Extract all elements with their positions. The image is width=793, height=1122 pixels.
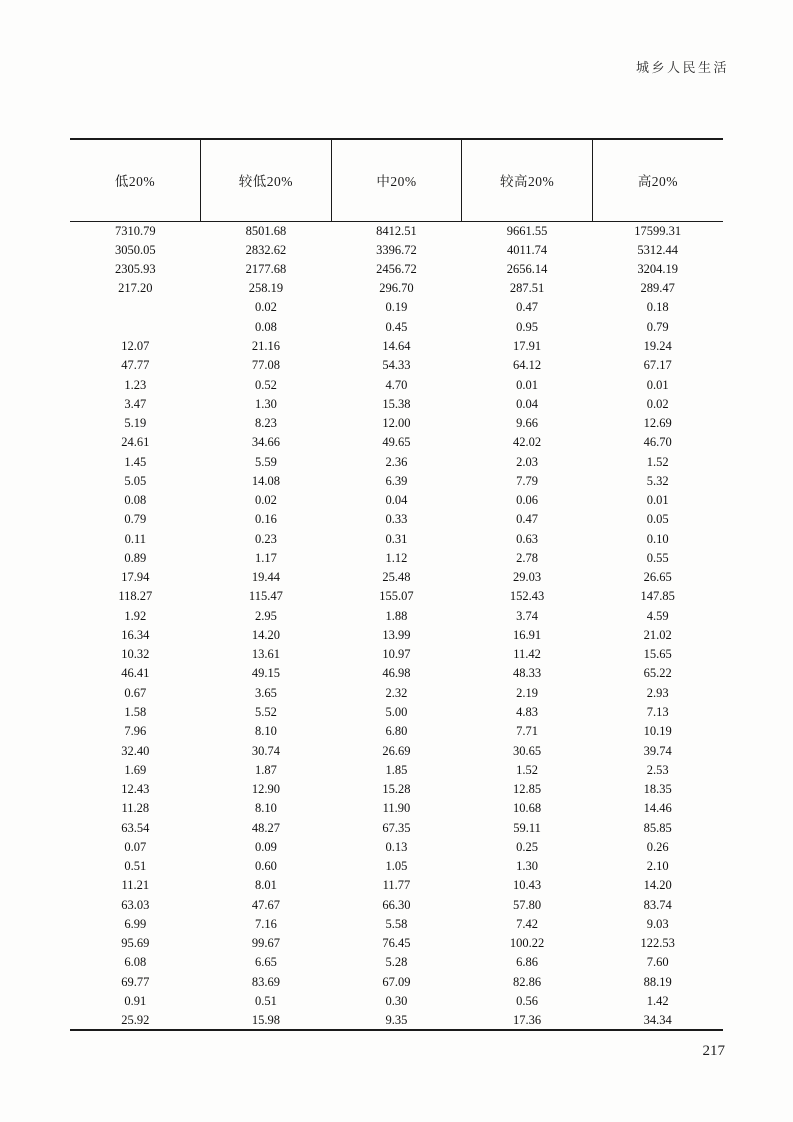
cell: 0.19 bbox=[385, 300, 408, 315]
cell: 83.74 bbox=[643, 897, 672, 912]
cell: 15.98 bbox=[251, 1012, 280, 1027]
cell: 18.35 bbox=[643, 782, 672, 797]
cell: 17599.31 bbox=[634, 223, 682, 238]
table-row bbox=[70, 703, 723, 722]
cell: 69.77 bbox=[121, 974, 150, 989]
cell: 0.13 bbox=[385, 839, 408, 854]
cell: 100.22 bbox=[509, 936, 545, 951]
cell: 29.03 bbox=[513, 570, 542, 585]
table-row bbox=[70, 491, 723, 510]
table-row bbox=[70, 895, 723, 914]
cell: 99.67 bbox=[251, 936, 280, 951]
table-row bbox=[70, 760, 723, 779]
cell: 0.79 bbox=[646, 319, 669, 334]
cell: 2.03 bbox=[516, 454, 539, 469]
cell: 0.52 bbox=[254, 377, 277, 392]
cell: 5.32 bbox=[646, 473, 669, 488]
page-number: 217 bbox=[702, 1043, 725, 1059]
cell: 17.91 bbox=[513, 338, 542, 353]
cell: 21.02 bbox=[643, 627, 672, 642]
table-row bbox=[70, 298, 723, 317]
cell: 12.90 bbox=[251, 782, 280, 797]
cell: 11.21 bbox=[121, 878, 150, 893]
table-row bbox=[70, 626, 723, 645]
cell: 3.65 bbox=[254, 685, 277, 700]
table-row bbox=[70, 992, 723, 1011]
cell: 2.78 bbox=[516, 550, 539, 565]
column-header-2: 中20% bbox=[331, 139, 462, 221]
cell: 7.16 bbox=[254, 916, 277, 931]
cell: 8.01 bbox=[254, 878, 277, 893]
table-row bbox=[70, 279, 723, 298]
cell: 8412.51 bbox=[376, 223, 417, 238]
cell: 14.64 bbox=[382, 338, 411, 353]
cell: 11.90 bbox=[382, 801, 411, 816]
cell: 10.68 bbox=[513, 801, 542, 816]
table-header-row bbox=[70, 139, 723, 221]
cell: 296.70 bbox=[379, 281, 414, 296]
table-row bbox=[70, 953, 723, 972]
table-row bbox=[70, 722, 723, 741]
cell: 10.43 bbox=[513, 878, 542, 893]
cell: 17.36 bbox=[513, 1012, 542, 1027]
cell: 67.35 bbox=[382, 820, 411, 835]
column-header-3: 较高20% bbox=[462, 139, 593, 221]
cell: 30.74 bbox=[251, 743, 280, 758]
cell: 7.96 bbox=[124, 724, 147, 739]
cell: 2.19 bbox=[516, 685, 539, 700]
table-row bbox=[70, 471, 723, 490]
cell: 15.65 bbox=[643, 647, 672, 662]
cell: 7.79 bbox=[516, 473, 539, 488]
cell: 0.51 bbox=[254, 994, 277, 1008]
cell: 1.30 bbox=[516, 859, 539, 874]
table-row bbox=[70, 433, 723, 452]
cell: 2177.68 bbox=[245, 261, 287, 276]
cell: 8.10 bbox=[254, 801, 277, 816]
cell: 1.23 bbox=[124, 377, 147, 392]
cell: 0.56 bbox=[516, 994, 539, 1008]
cell: 65.22 bbox=[643, 666, 672, 681]
cell: 1.42 bbox=[646, 994, 669, 1008]
cell: 1.88 bbox=[385, 608, 408, 623]
cell: 57.80 bbox=[513, 897, 542, 912]
cell: 1.69 bbox=[124, 762, 147, 777]
cell: 0.04 bbox=[516, 396, 539, 411]
cell: 47.77 bbox=[121, 358, 150, 373]
cell: 0.11 bbox=[124, 531, 146, 546]
cell: 25.92 bbox=[121, 1012, 150, 1027]
cell: 67.17 bbox=[643, 358, 672, 373]
cell: 2.93 bbox=[646, 685, 669, 700]
cell: 0.04 bbox=[385, 493, 408, 508]
cell: 0.01 bbox=[646, 493, 669, 508]
cell: 63.54 bbox=[121, 820, 150, 835]
table-header bbox=[70, 139, 723, 221]
cell: 5.59 bbox=[254, 454, 277, 469]
cell: 115.47 bbox=[248, 589, 283, 604]
cell: 1.52 bbox=[516, 762, 539, 777]
cell: 66.30 bbox=[382, 897, 411, 912]
cell: 0.25 bbox=[516, 839, 539, 854]
cell: 7.13 bbox=[646, 705, 669, 720]
cell: 48.33 bbox=[513, 666, 542, 681]
cell: 7310.79 bbox=[114, 223, 156, 238]
cell: 0.18 bbox=[646, 300, 669, 315]
table-row bbox=[70, 394, 723, 413]
table-row bbox=[70, 934, 723, 953]
cell: 0.91 bbox=[124, 994, 147, 1008]
cell: 2.10 bbox=[646, 859, 669, 874]
cell: 46.41 bbox=[121, 666, 150, 681]
cell: 6.86 bbox=[516, 955, 539, 970]
table-row bbox=[70, 664, 723, 683]
cell: 289.47 bbox=[640, 281, 675, 296]
cell: 10.32 bbox=[121, 647, 150, 662]
cell: 9.35 bbox=[385, 1012, 408, 1027]
cell: 32.40 bbox=[121, 743, 150, 758]
table-row bbox=[70, 529, 723, 548]
cell: 11.77 bbox=[382, 878, 411, 893]
cell: 3204.19 bbox=[637, 261, 678, 276]
running-header: 城乡人民生活 bbox=[635, 60, 729, 75]
table-row bbox=[70, 683, 723, 702]
cell: 30.65 bbox=[513, 743, 542, 758]
cell: 10.19 bbox=[643, 724, 672, 739]
cell: 0.01 bbox=[646, 377, 669, 392]
cell: 2.95 bbox=[254, 608, 277, 623]
cell: 5.52 bbox=[254, 705, 277, 720]
cell: 2656.14 bbox=[506, 261, 548, 276]
table-row bbox=[70, 857, 723, 876]
cell: 5.05 bbox=[124, 473, 147, 488]
cell: 46.98 bbox=[382, 666, 411, 681]
cell: 118.27 bbox=[118, 589, 153, 604]
table-row bbox=[70, 510, 723, 529]
table-row bbox=[70, 972, 723, 991]
cell: 12.85 bbox=[513, 782, 542, 797]
cell: 48.27 bbox=[251, 820, 280, 835]
table-row bbox=[70, 414, 723, 433]
table-row bbox=[70, 645, 723, 664]
cell: 6.39 bbox=[385, 473, 408, 488]
cell: 88.19 bbox=[643, 974, 672, 989]
cell: 12.69 bbox=[643, 416, 672, 431]
table-row bbox=[70, 1011, 723, 1030]
cell: 39.74 bbox=[643, 743, 672, 758]
cell: 1.92 bbox=[124, 608, 147, 623]
cell: 1.85 bbox=[385, 762, 408, 777]
cell: 3.47 bbox=[124, 396, 147, 411]
cell: 0.16 bbox=[254, 512, 277, 527]
cell: 49.65 bbox=[382, 435, 411, 450]
cell: 83.69 bbox=[251, 974, 280, 989]
cell: 77.08 bbox=[251, 358, 280, 373]
cell: 0.02 bbox=[254, 300, 277, 315]
cell: 21.16 bbox=[251, 338, 280, 353]
table-row bbox=[70, 915, 723, 934]
cell: 0.30 bbox=[385, 994, 408, 1008]
cell: 6.80 bbox=[385, 724, 408, 739]
cell: 1.45 bbox=[124, 454, 147, 469]
cell: 2.53 bbox=[646, 762, 669, 777]
cell: 12.07 bbox=[121, 338, 150, 353]
cell bbox=[70, 317, 201, 336]
cell: 0.23 bbox=[254, 531, 277, 546]
cell: 5.28 bbox=[385, 955, 408, 970]
cell: 15.28 bbox=[382, 782, 411, 797]
cell: 26.69 bbox=[382, 743, 411, 758]
cell: 4.83 bbox=[516, 705, 539, 720]
cell: 0.63 bbox=[516, 531, 539, 546]
cell: 0.31 bbox=[385, 531, 408, 546]
cell: 15.38 bbox=[382, 396, 411, 411]
table-row bbox=[70, 452, 723, 471]
cell: 12.00 bbox=[382, 416, 411, 431]
cell: 0.95 bbox=[516, 319, 539, 334]
column-header-0: 低20% bbox=[70, 139, 201, 221]
cell bbox=[70, 298, 201, 317]
cell: 0.33 bbox=[385, 512, 408, 527]
cell: 5.19 bbox=[124, 416, 147, 431]
cell: 258.19 bbox=[248, 281, 284, 296]
cell: 26.65 bbox=[643, 570, 672, 585]
table-body bbox=[70, 221, 723, 1030]
table-row bbox=[70, 568, 723, 587]
cell: 0.01 bbox=[516, 377, 539, 392]
cell: 0.79 bbox=[124, 512, 147, 527]
cell: 5312.44 bbox=[637, 242, 678, 257]
cell: 46.70 bbox=[643, 435, 672, 450]
cell: 122.53 bbox=[640, 936, 675, 951]
cell: 7.71 bbox=[516, 724, 539, 739]
table-row bbox=[70, 799, 723, 818]
cell: 2.36 bbox=[385, 454, 408, 469]
table-row bbox=[70, 780, 723, 799]
cell: 3050.05 bbox=[114, 242, 156, 257]
cell: 85.85 bbox=[643, 820, 672, 835]
cell: 11.28 bbox=[121, 801, 150, 816]
cell: 0.55 bbox=[646, 550, 669, 565]
cell: 5.00 bbox=[385, 705, 408, 720]
table-row bbox=[70, 260, 723, 279]
table-row bbox=[70, 741, 723, 760]
cell: 1.58 bbox=[124, 705, 147, 720]
cell: 0.10 bbox=[646, 531, 669, 546]
table-row bbox=[70, 337, 723, 356]
cell: 25.48 bbox=[382, 570, 411, 585]
cell: 1.52 bbox=[646, 454, 669, 469]
cell: 287.51 bbox=[509, 281, 545, 296]
cell: 5.58 bbox=[385, 916, 408, 931]
table-row bbox=[70, 356, 723, 375]
cell: 0.67 bbox=[124, 685, 147, 700]
cell: 2305.93 bbox=[114, 261, 156, 276]
cell: 4.59 bbox=[646, 608, 669, 623]
cell: 2456.72 bbox=[376, 261, 417, 276]
cell: 14.20 bbox=[643, 878, 672, 893]
table-row bbox=[70, 221, 723, 240]
cell: 14.20 bbox=[251, 627, 280, 642]
cell: 1.12 bbox=[385, 550, 408, 565]
cell: 17.94 bbox=[121, 570, 150, 585]
cell: 14.08 bbox=[251, 473, 280, 488]
cell: 0.08 bbox=[124, 493, 147, 508]
cell: 0.08 bbox=[254, 319, 277, 334]
cell: 82.86 bbox=[513, 974, 542, 989]
cell: 0.89 bbox=[124, 550, 147, 565]
cell: 49.15 bbox=[251, 666, 280, 681]
cell: 0.47 bbox=[516, 512, 539, 527]
cell: 0.09 bbox=[254, 839, 277, 854]
cell: 1.17 bbox=[254, 550, 277, 565]
column-header-4: 高20% bbox=[592, 139, 723, 221]
cell: 14.46 bbox=[643, 801, 672, 816]
cell: 11.42 bbox=[513, 647, 541, 662]
table-row bbox=[70, 587, 723, 606]
cell: 0.45 bbox=[385, 319, 408, 334]
cell: 217.20 bbox=[118, 281, 153, 296]
cell: 59.11 bbox=[513, 820, 541, 835]
cell: 6.65 bbox=[254, 955, 277, 970]
cell: 8501.68 bbox=[245, 223, 287, 238]
cell: 13.99 bbox=[382, 627, 411, 642]
table-row bbox=[70, 549, 723, 568]
cell: 4011.74 bbox=[506, 242, 548, 257]
cell: 47.67 bbox=[251, 897, 280, 912]
cell: 9661.55 bbox=[506, 223, 548, 238]
cell: 13.61 bbox=[251, 647, 280, 662]
cell: 9.66 bbox=[516, 416, 539, 431]
cell: 4.70 bbox=[385, 377, 408, 392]
cell: 42.02 bbox=[513, 435, 542, 450]
cell: 6.08 bbox=[124, 955, 147, 970]
table-row bbox=[70, 838, 723, 857]
cell: 3.74 bbox=[516, 608, 539, 623]
cell: 7.60 bbox=[646, 955, 669, 970]
cell: 9.03 bbox=[646, 916, 669, 931]
cell: 6.99 bbox=[124, 916, 147, 931]
table-row bbox=[70, 876, 723, 895]
cell: 19.24 bbox=[643, 338, 672, 353]
cell: 95.69 bbox=[121, 936, 150, 951]
cell: 16.91 bbox=[513, 627, 542, 642]
cell: 34.66 bbox=[251, 435, 280, 450]
table-row bbox=[70, 240, 723, 259]
cell: 0.07 bbox=[124, 839, 147, 854]
cell: 1.87 bbox=[254, 762, 277, 777]
cell: 76.45 bbox=[382, 936, 411, 951]
cell: 8.23 bbox=[254, 416, 277, 431]
cell: 0.06 bbox=[516, 493, 539, 508]
cell: 64.12 bbox=[513, 358, 542, 373]
cell: 1.05 bbox=[385, 859, 408, 874]
cell: 0.05 bbox=[646, 512, 669, 527]
table-row bbox=[70, 317, 723, 336]
table-row bbox=[70, 375, 723, 394]
cell: 0.02 bbox=[646, 396, 669, 411]
cell: 24.61 bbox=[121, 435, 150, 450]
column-header-1: 较低20% bbox=[201, 139, 332, 221]
cell: 54.33 bbox=[382, 358, 411, 373]
table-row bbox=[70, 818, 723, 837]
cell: 0.02 bbox=[254, 493, 277, 508]
cell: 16.34 bbox=[121, 627, 150, 642]
cell: 2.32 bbox=[385, 685, 408, 700]
cell: 1.30 bbox=[254, 396, 277, 411]
cell: 147.85 bbox=[640, 589, 675, 604]
cell: 7.42 bbox=[516, 916, 539, 931]
cell: 63.03 bbox=[121, 897, 150, 912]
cell: 19.44 bbox=[251, 570, 280, 585]
cell: 3396.72 bbox=[376, 242, 417, 257]
cell: 0.51 bbox=[124, 859, 147, 874]
cell: 0.60 bbox=[254, 859, 277, 874]
cell: 2832.62 bbox=[245, 242, 287, 257]
cell: 0.26 bbox=[646, 839, 669, 854]
table-row bbox=[70, 606, 723, 625]
cell: 10.97 bbox=[382, 647, 411, 662]
cell: 8.10 bbox=[254, 724, 277, 739]
cell: 152.43 bbox=[509, 589, 545, 604]
cell: 67.09 bbox=[382, 974, 411, 989]
cell: 12.43 bbox=[121, 782, 150, 797]
cell: 155.07 bbox=[379, 589, 414, 604]
cell: 34.34 bbox=[643, 1012, 672, 1027]
quintile-table bbox=[70, 138, 723, 1031]
cell: 0.47 bbox=[516, 300, 539, 315]
